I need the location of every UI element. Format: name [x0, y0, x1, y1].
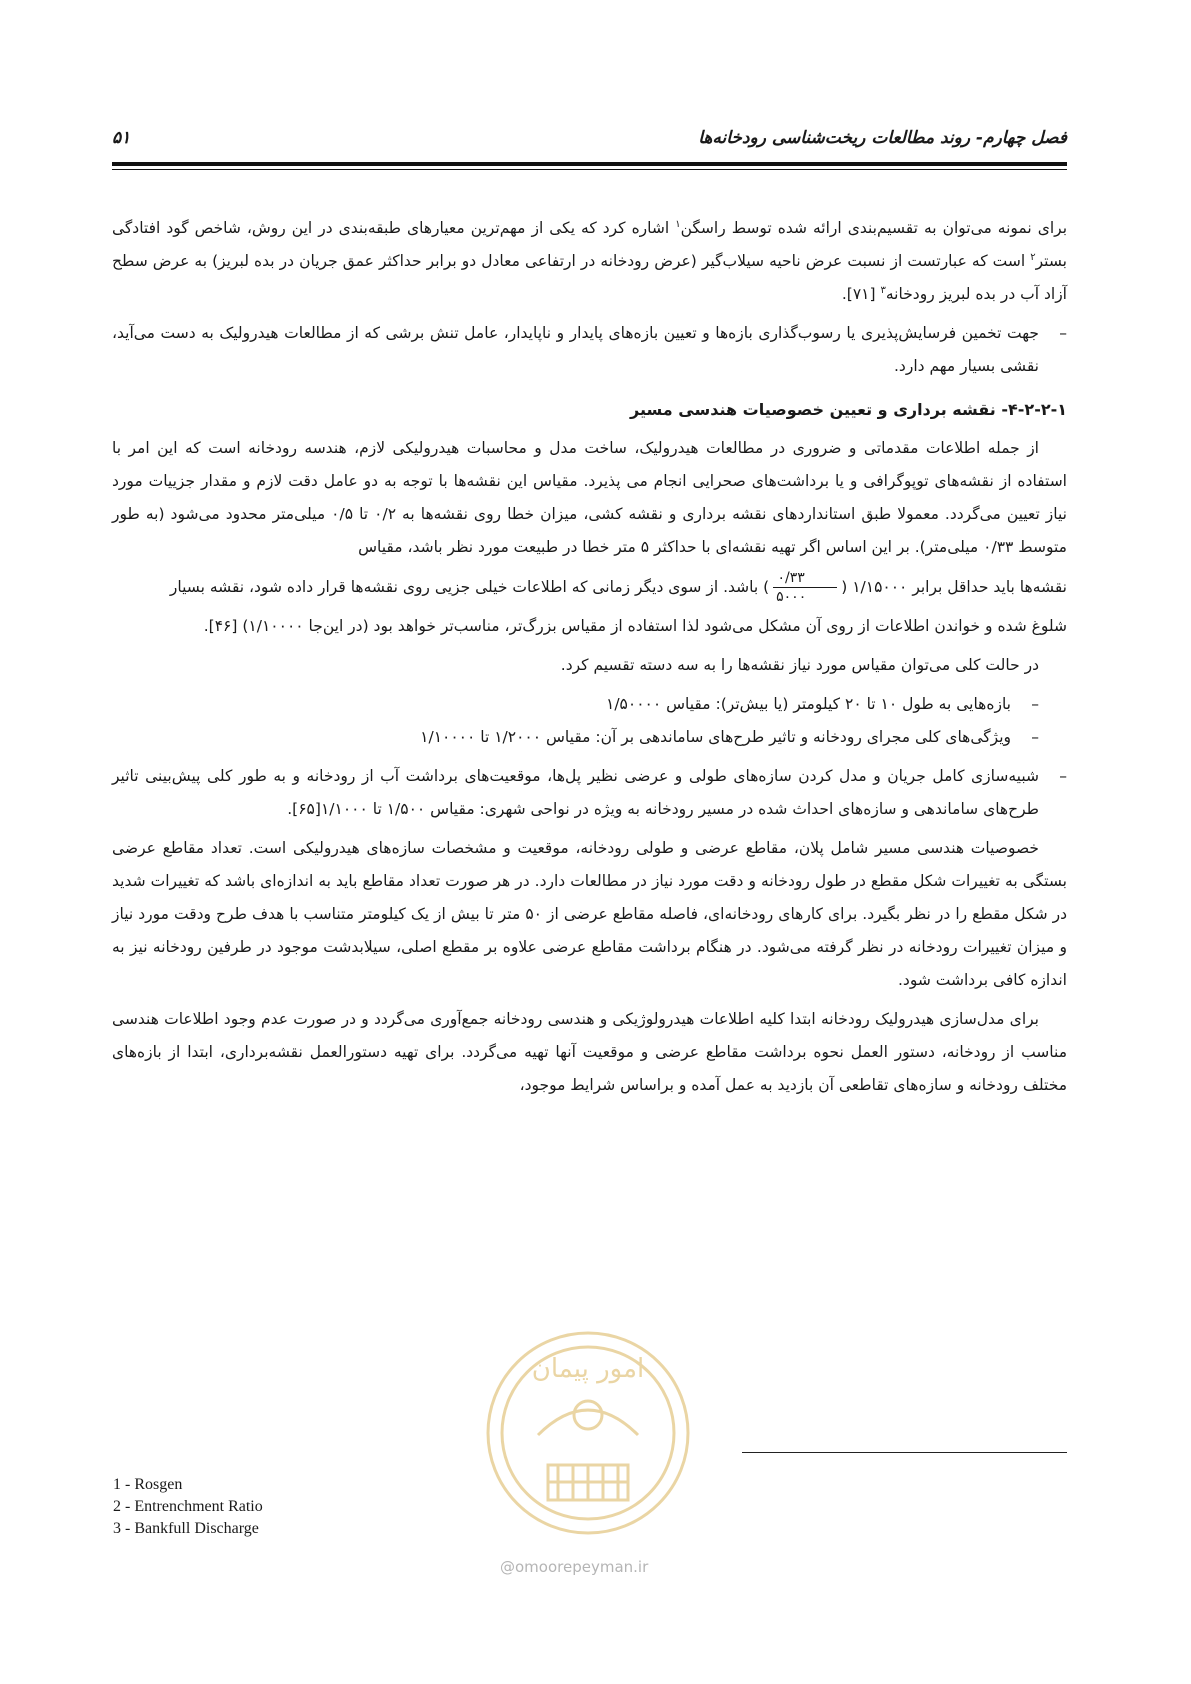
bullet-text: ویژگی‌های کلی مجرای رودخانه و تاثیر طرح‌های ساماندهی بر آن: مقیاس ۱/۲۰۰۰ تا ۱/۱۰۰۰۰: [420, 728, 1011, 746]
bullet-list-simulation: [112, 760, 1067, 826]
formula-line: [169, 570, 1067, 605]
page-number: ۵۱: [112, 128, 131, 148]
bullet-text: شبیه‌سازی کامل جریان و مدل کردن سازه‌های طولی و عرضی نظیر پل‌ها، موقعیت‌های برداشت آب از رودخانه و به طور کلی پیش‌بینی تاثیر طرح‌های ساماندهی و سازه‌های احداث شده در مسیر رودخانه به ویژه در نواحی شهری: مقیاس ۱/۵۰۰ تا ۱/۱۰۰۰[۶۵].: [112, 767, 1039, 818]
chapter-title: فصل چهارم- روند مطالعات ریخت‌شناسی رودخانه‌ها: [698, 128, 1067, 148]
footnote-ref-3: ۳: [880, 284, 886, 296]
paragraph-modeling: برای مدل‌سازی هیدرولیک رودخانه ابتدا کلیه اطلاعات هیدرولوژیکی و هندسی رودخانه جمع‌آوری می‌گردد و در صورت عدم وجود اطلاعات هندسی مناسب از رودخانه، دستور العمل نحوه برداشت مقاطع عرضی و موقعیت آنها تهیه می‌گردد. برای تهیه دستورالعمل نقشه‌برداری، ابتدا از بازه‌های مختلف رودخانه و سازه‌های تقاطعی آن بازدید به عمل آمده و براساس شرایط موجود،: [112, 1010, 1067, 1094]
paragraph-mapping-end: شلوغ شده و خواندن اطلاعات از روی آن مشکل می‌شود لذا استفاده از مقیاس بزرگ‌تر، مناسب‌تر خواهد بود (در این‌جا ۱/۱۰۰۰۰) [۴۶].: [203, 617, 1067, 635]
page-header: [112, 128, 1067, 154]
paragraph-geometry: خصوصیات هندسی مسیر شامل پلان، مقاطع عرضی و طولی رودخانه، موقعیت و مشخصات سازه‌های هیدرولیکی است. تعداد مقاطع عرضی بستگی به تغییرات شکل مقطع در طول رودخانه و دقت مورد نیاز در مطالعات دارد. در هر صورت تعداد مقاطع باید به اندازه‌ای باشد که تغییرات شدید در شکل مقطع را در نظر بگیرد. برای کارهای رودخانه‌ای، فاصله مقاطع عرضی از ۵۰ متر تا بیش از یک کیلومتر متناسب با هدف طرح ودقت مورد نیاز و میزان تغییرات رودخانه در نظر گرفته می‌شود. در هنگام برداشت مقاطع عرضی علاوه بر مقطع اصلی، سیلابدشت موجود در طرفین رودخانه نیز به اندازه کافی برداشت شود.: [112, 839, 1067, 989]
footnote-ref-2: ۲: [1030, 251, 1036, 263]
watermark-arch-icon: [538, 1410, 638, 1435]
bullet-text: بازه‌هایی به طول ۱۰ تا ۲۰ کیلومتر (یا بیش‌تر): مقیاس ۱/۵۰۰۰۰: [606, 695, 1011, 713]
footnote-rule: [742, 1452, 1067, 1453]
footnotes: [113, 1474, 263, 1540]
paragraph-scales-intro: در حالت کلی می‌توان مقیاس مورد نیاز نقشه‌ها را به سه دسته تقسیم کرد.: [560, 656, 1039, 674]
paragraph-mapping-text: از جمله اطلاعات مقدماتی و ضروری در مطالعات هیدرولیک، ساخت مدل و محاسبات هیدرولیکی لازم، هندسه رودخانه است که این امر با استفاده از نقشه‌های توپوگرافی و یا برداشت‌های صحرایی انجام می پذیرد. مقیاس این نقشه‌ها با توجه به دو عامل دقت لازم و مقدار جزییات مورد نیاز تعیین می‌گردد. معمولا طبق استانداردهای نقشه برداری و نقشه کشی، میزان خطا روی نقشه‌ها به ۰/۲ تا ۰/۵ میلی‌متر محدود می‌شود (به طور متوسط ۰/۳۳ میلی‌متر). بر این اساس اگر تهیه نقشه‌ای با حداکثر ۵ متر خطا در طبیعت مورد نظر باشد، مقیاس: [112, 439, 1067, 556]
formula-post: ) باشد. از سوی دیگر زمانی که اطلاعات خیلی جزیی روی نقشه‌ها قرار داده شود، نقشه بسیار: [169, 578, 770, 596]
watermark-grid-icon: [548, 1465, 628, 1500]
footnote-1: 1 - Rosgen: [113, 1476, 183, 1493]
header-rule-thin: [112, 169, 1067, 170]
list-item: [112, 688, 1039, 721]
section-heading: ۴-۲-۲-۱- نقشه برداری و تعیین خصوصیات هندسی مسیر: [630, 400, 1067, 419]
dash-bullet: –: [1059, 324, 1067, 342]
watermark-logo: [478, 1315, 698, 1550]
list-item: [112, 317, 1067, 383]
fraction-denominator: ۵۰۰۰: [776, 589, 807, 605]
header-rule-thick: [112, 162, 1067, 166]
bullet-list-scales: [112, 688, 1067, 754]
watermark-site-text: omoorepeyman.ir: [515, 1558, 649, 1576]
fraction-numerator: ۰/۳۳: [773, 569, 837, 588]
paragraph-rosgen: [112, 212, 1067, 311]
dash-bullet: –: [1059, 767, 1067, 785]
dash-bullet: –: [1031, 728, 1039, 746]
list-item: [112, 721, 1039, 754]
paragraph-rosgen-part-b: اشاره کرد که یکی از مهم‌ترین معیارهای طبقه‌بندی در این روش، شاخص گود افتادگی بستر: [112, 219, 1067, 270]
footnote-2: 2 - Entrenchment Ratio: [113, 1498, 263, 1515]
body-text: [112, 212, 1067, 1108]
paragraph-rosgen-part-c: است که عبارتست از نسبت عرض ناحیه سیلاب‌گیر (عرض رودخانه در ارتفاعی معادل دو برابر حداکثر عمق جریان در بده لبریز) به عرض سطح آزاد آب در بده لبریز رودخانه: [112, 252, 1067, 303]
watermark-at-icon: @: [500, 1558, 515, 1576]
footnote-3: 3 - Bankfull Discharge: [113, 1520, 259, 1537]
bullet-list-shear: [112, 317, 1067, 383]
bullet-text: جهت تخمین فرسایش‌پذیری یا رسوب‌گذاری بازه‌ها و تعیین بازه‌های پایدار و ناپایدار، عامل تنش برشی که از مطالعات هیدرولیک به دست می‌آید، نقشی بسیار مهم دارد.: [112, 324, 1039, 375]
fraction: [773, 569, 837, 606]
paragraph-mapping: [112, 432, 1067, 643]
formula-pre: نقشه‌ها باید حداقل برابر ۱/۱۵۰۰۰ (: [841, 578, 1067, 596]
watermark-gear-icon: [574, 1401, 602, 1429]
list-item: [112, 760, 1067, 826]
watermark-site: [500, 1558, 648, 1576]
paragraph-rosgen-part-d: [۷۱].: [841, 285, 881, 303]
paragraph-rosgen-part-a: برای نمونه می‌توان به تقسیم‌بندی ارائه شده توسط راسگن: [680, 219, 1068, 237]
dash-bullet: –: [1031, 695, 1039, 713]
footnote-ref-1: ۱: [675, 218, 681, 230]
watermark-logo-text: امور پیمان: [531, 1354, 645, 1384]
